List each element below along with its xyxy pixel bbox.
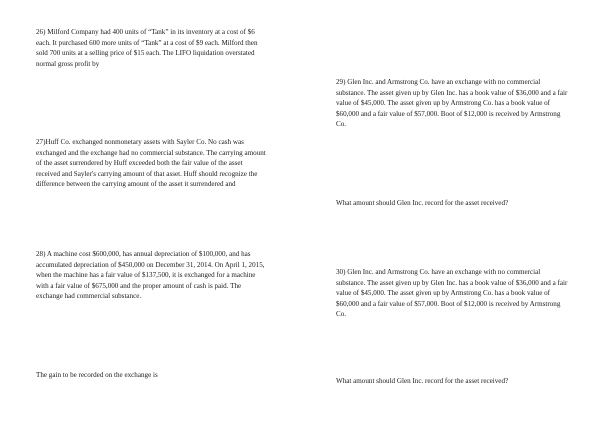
question-29: 29) Glen Inc. and Armstrong Co. have an exchange with no commercial substance. The asset given up by Glen Inc. has a book value of $36,000 and a fair value of $45,000. The asset given up by Armstrong Co. has a book value of $60,000 and a fair value of $57,000. Boot of $12,000 is received by Armstrong Co. (336, 78, 568, 129)
question-26: 26) Milford Company had 400 units of “Tank” in its inventory at a cost of $6 each. It purchased 600 more units of “Tank” at a cost of $9 each. Milford then sold 700 units at a selling price of $15 each. The LIFO liquidation overstated normal gross profit by (36, 28, 258, 68)
right-column (336, 0, 568, 424)
question-28: 28) A machine cost $600,000, has annual depreciation of $100,000, and has accumulated depreciation of $450,000 on December 31, 2014. On April 1, 2015, when the machine has a fair value of $137,500, it is exchanged for a machine with a fair value of $675,000 and the proper amount of cash is paid. The exchange had commercial substance. (36, 250, 265, 301)
question-30-prompt: What amount should Glen Inc. record for the asset received? (336, 377, 509, 385)
question-29-prompt: What amount should Glen Inc. record for the asset received? (336, 199, 509, 207)
question-28-prompt: The gain to be recorded on the exchange is (36, 371, 158, 379)
question-30: 30) Glen Inc. and Armstrong Co. have an exchange with no commercial substance. The asset given up by Glen Inc. has a book value of $36,000 and a fair value of $45,000. The asset given up by Armstrong Co. has a book value of $60,000 and a fair value of $57,000. Boot of $12,000 is received by Armstrong Co. (336, 268, 568, 319)
left-column (36, 0, 268, 424)
question-27: 27)Huff Co. exchanged nonmonetary assets with Sayler Co. No cash was exchanged and the exchange had no commercial substance. The carrying amount of the asset surrendered by Huff exceeded both the fair value of the asset received and Sayler's carrying amount of that asset. Huff should recognize the difference between the carrying amount of the asset it surrendered and (36, 138, 266, 189)
